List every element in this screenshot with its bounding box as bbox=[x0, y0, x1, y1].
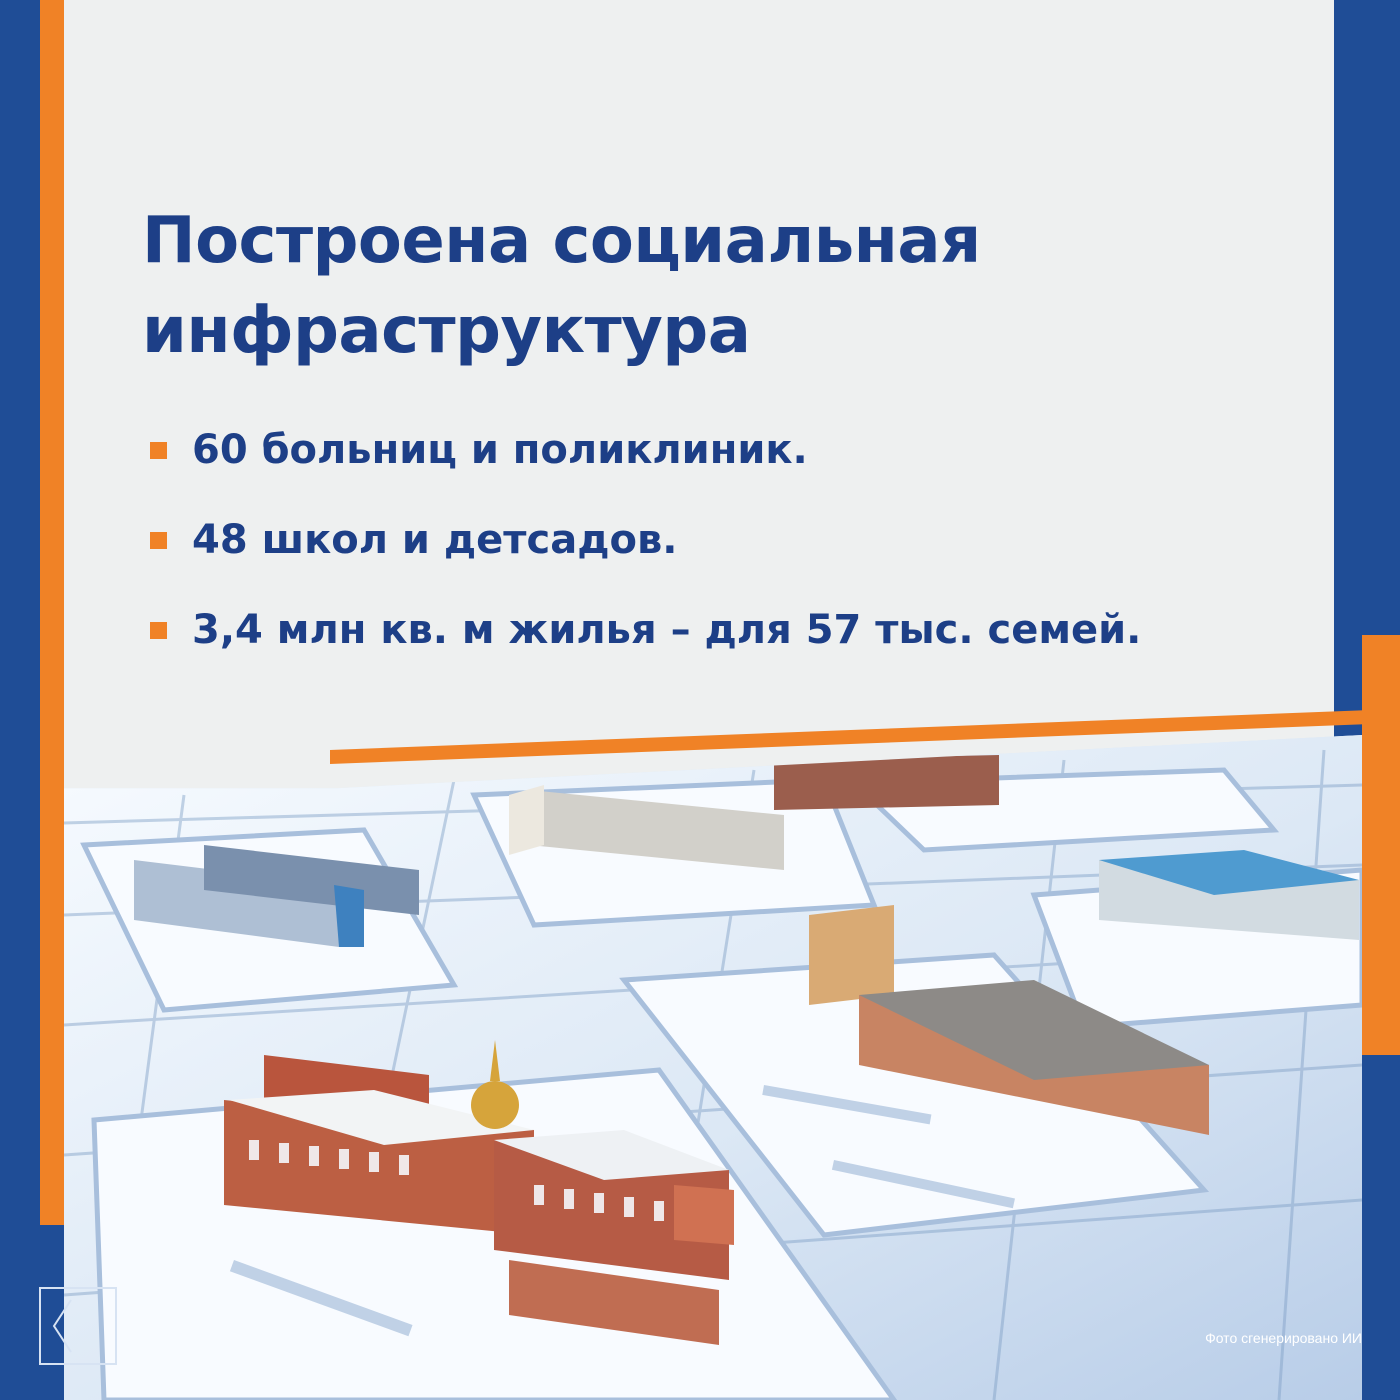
left-orange-accent bbox=[40, 0, 64, 1225]
fact-housing: 3,4 млн кв. м жилья – для 57 тыс. семей. bbox=[192, 607, 1142, 653]
title-line-1: Построена социальная bbox=[142, 204, 981, 278]
list-item bbox=[150, 495, 1141, 585]
facts-list bbox=[150, 405, 1141, 675]
title-line-2: инфраструктура bbox=[142, 294, 751, 368]
fact-hospitals: 60 больниц и поликлиник. bbox=[192, 427, 808, 473]
city-blueprint-photo bbox=[64, 735, 1362, 1400]
right-orange-accent bbox=[1362, 635, 1400, 1055]
fact-schools: 48 школ и детсадов. bbox=[192, 517, 678, 563]
generated-city-illustration bbox=[64, 735, 1362, 1400]
page-title bbox=[142, 196, 1242, 376]
list-item bbox=[150, 405, 1141, 495]
list-item bbox=[150, 585, 1141, 675]
square-bullet-icon bbox=[150, 442, 167, 459]
square-bullet-icon bbox=[150, 532, 167, 549]
square-bullet-icon bbox=[150, 622, 167, 639]
text-panel bbox=[64, 0, 1334, 800]
bracket-logo-icon bbox=[38, 1286, 118, 1366]
image-caption: Фото сгенерировано ИИ bbox=[1205, 1330, 1362, 1346]
